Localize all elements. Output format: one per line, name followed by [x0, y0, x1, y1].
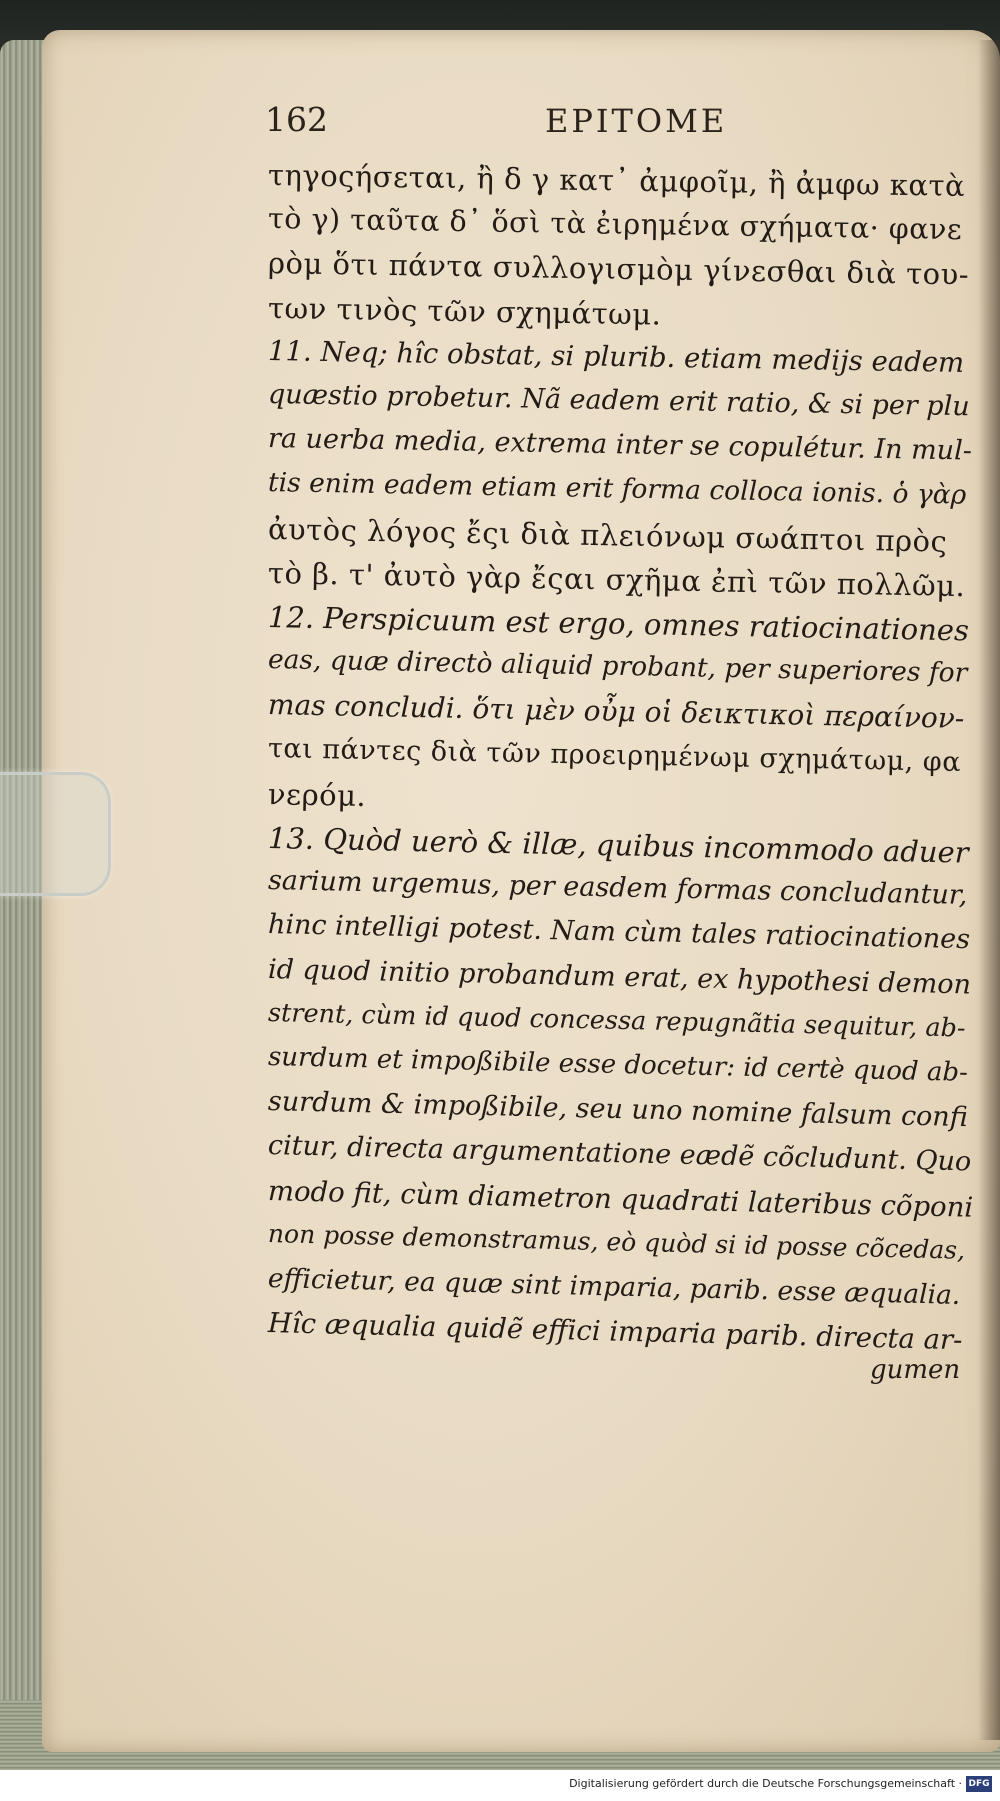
text-line: quæstio probetur. Nã eadem erit ratio, & si per plu — [267, 379, 970, 423]
text-line: ἀυτὸς λόγος ἔςι διὰ πλειόνωμ σωάπτοι πρὸς — [267, 511, 948, 559]
text-line: Hîc æqualia quidẽ effici imparia parib. directa ar- — [267, 1307, 963, 1357]
text-line: 11. Neq; hîc obstat, si plurib. etiam medijs eadem — [267, 334, 965, 379]
page-header — [265, 100, 965, 150]
text-line: id quod initio probandum erat, ex hypothesi demon — [267, 953, 972, 1001]
text-line: tis enim eadem etiam erit forma colloca ionis. ὁ γὰρ — [267, 467, 967, 512]
text-line: ra uerba media, extrema inter se copulétur. In mul- — [267, 423, 973, 467]
text-line: ρὸμ ὅτι πάντα συλλογισμὸμ γίνεσθαι διὰ του- — [267, 246, 970, 292]
text-line: modo fit, cùm diametron quadrati lateribus cõponi — [267, 1174, 974, 1224]
page-clip-icon — [0, 772, 111, 896]
text-line: νερόμ. — [267, 776, 367, 813]
text-line: hinc intelligi potest. Nam cùm tales ratiocinationes — [267, 909, 971, 956]
text-line: 13. Quòd uerò & illæ, quibus incommodo aduer — [267, 821, 969, 870]
text-line: non posse demonstramus, eò quòd si id posse cõcedas, — [267, 1218, 966, 1265]
footer-bar — [0, 1770, 1000, 1801]
gutter-shadow — [978, 40, 1000, 1740]
text-line: τὸ β. τ' ἀυτὸ γὰρ ἔςαι σχῆμα ἐπὶ τῶν πολλῶμ. — [267, 555, 966, 603]
text-line: mas concludi. ὅτι μὲν οὖμ οἱ δεικτικοὶ περαίνον- — [267, 688, 965, 736]
text-line: 12. Perspicuum est ergo, omnes ratiocinationes — [267, 600, 970, 648]
text-line: sarium urgemus, per easdem formas concludantur, — [267, 865, 968, 912]
text-line: citur, directa argumentatione eædẽ cõcludunt. Quo — [267, 1130, 972, 1178]
catchword: gumen — [870, 1355, 961, 1386]
text-line: τὸ γ) ταῦτα δ᾽ ὅσὶ τὰ ἐιρημένα σχήματα· φανε — [267, 202, 963, 247]
text-line: τηγοςήσεται, ἢ δ γ κατ᾽ ἀμφοῖμ, ἢ ἀμφω κατὰ — [267, 158, 966, 203]
running-head: EPITOME — [545, 102, 728, 140]
text-line: eas, quæ directò aliquid probant, per superiores for — [267, 644, 968, 689]
text-line: των τινὸς τῶν σχημάτωμ. — [267, 290, 662, 332]
text-line: strent, cùm id quod concessa repugnãtia sequitur, ab- — [267, 997, 966, 1044]
text-line: surdum & impoßibile, seu uno nomine falsum confi — [267, 1086, 969, 1134]
dfg-logo-icon: DFG — [966, 1776, 992, 1792]
page-number: 162 — [265, 100, 328, 139]
funding-credit: Digitalisierung gefördert durch die Deutsche Forschungsgemeinschaft · — [569, 1777, 962, 1790]
text-line: surdum et impoßibile esse docetur: id certè quod ab- — [267, 1042, 969, 1088]
text-line: ται πάντες διὰ τῶν προειρημένωμ σχημάτωμ, φα — [267, 732, 962, 778]
text-line: efficietur, ea quæ sint imparia, parib. esse æqualia. — [267, 1263, 961, 1311]
